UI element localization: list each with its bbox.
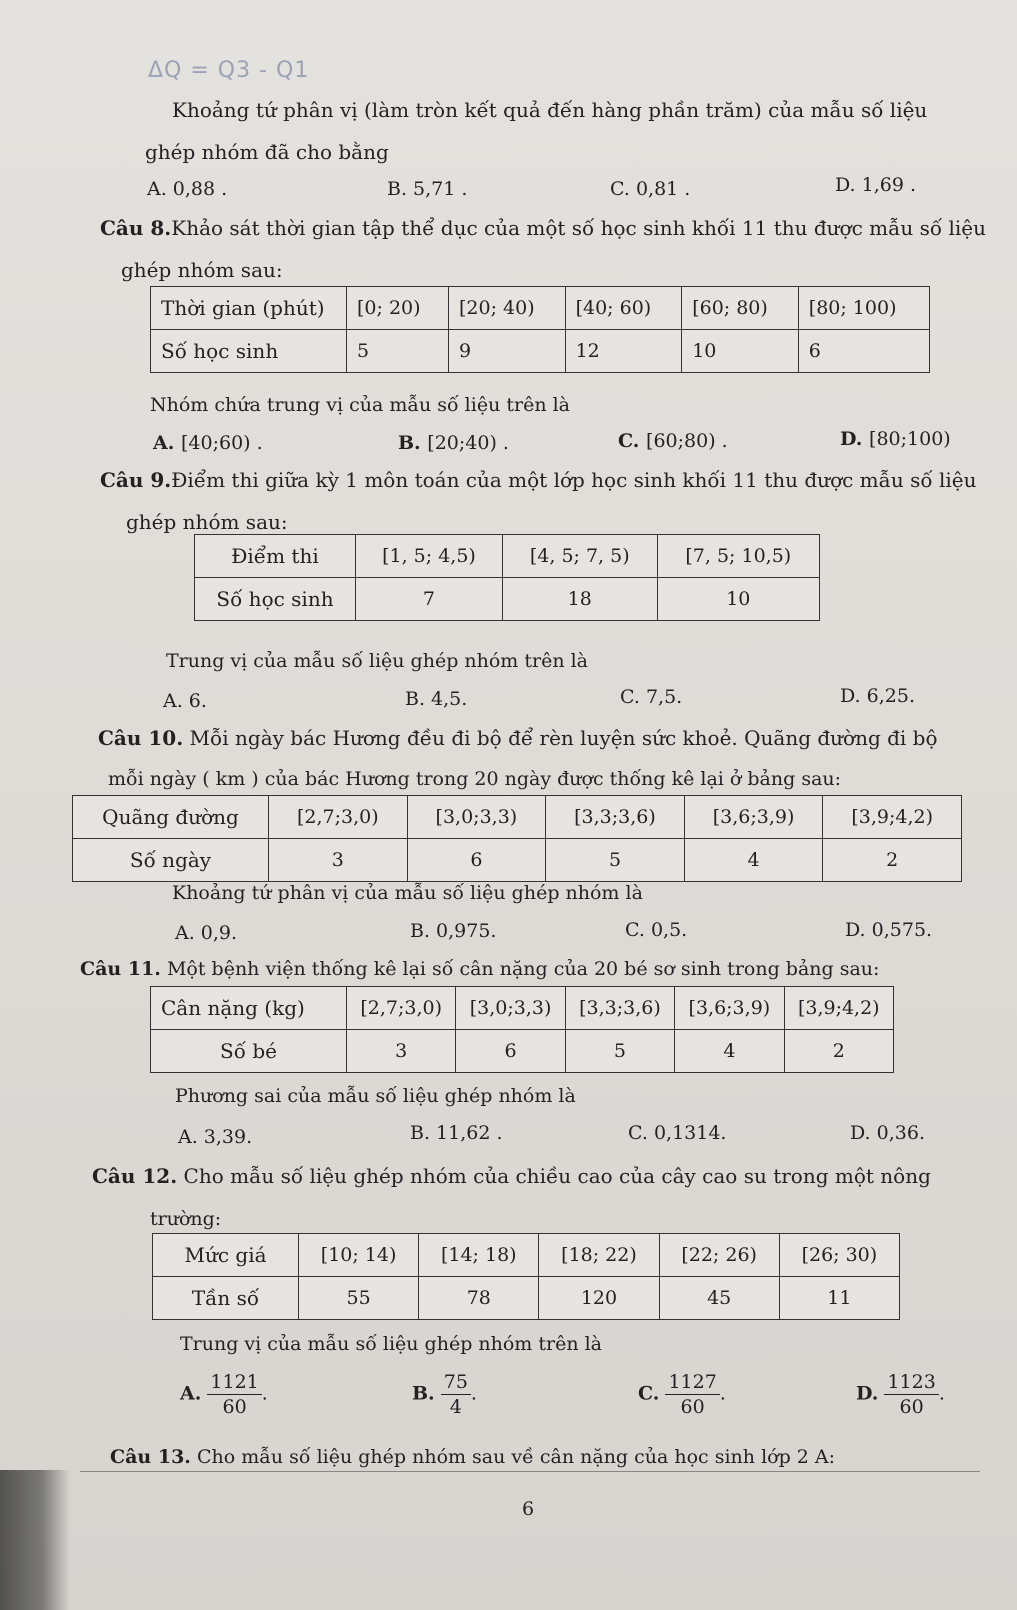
q9-option-c: C. 7,5. <box>620 686 683 708</box>
q12-label: Câu 12. <box>92 1164 178 1188</box>
table-row <box>153 1234 900 1277</box>
q10-option-b: B. 0,975. <box>410 920 497 942</box>
table-cell: 78 <box>419 1277 539 1320</box>
q9-line2: ghép nhóm sau: <box>126 510 288 534</box>
q11-option-c: C. 0,1314. <box>628 1122 727 1144</box>
intro-option-b: B. 5,71 . <box>387 178 468 200</box>
table-cell: Số ngày <box>73 839 269 882</box>
q10-option-a: A. 0,9. <box>175 922 238 944</box>
table-cell: 5 <box>546 839 685 882</box>
q8-line2: ghép nhóm sau: <box>121 258 283 282</box>
q10-option-c: C. 0,5. <box>625 919 688 941</box>
table-header-cell: [3,0;3,3) <box>456 987 565 1030</box>
page-shadow <box>0 1470 70 1610</box>
table-header-cell: [7, 5; 10,5) <box>657 535 819 578</box>
q9-text: Điểm thi giữa kỳ 1 môn toán của một lớp học sinh khối 11 thu được mẫu số liệu <box>171 468 977 492</box>
table-cell: Số học sinh <box>151 330 347 373</box>
table-header-cell: [3,6;3,9) <box>675 987 784 1030</box>
q8-option-c: C. [60;80) . <box>618 430 728 452</box>
q12-option-a: A. $\frac{1121}{60}$ . <box>180 1371 268 1418</box>
q11-text: Một bệnh viện thống kê lại số cân nặng của 20 bé sơ sinh trong bảng sau: <box>166 958 880 980</box>
table-row <box>73 839 962 882</box>
q13-line1 <box>110 1446 835 1468</box>
table-header-cell: [22; 26) <box>659 1234 779 1277</box>
table-cell: 55 <box>299 1277 419 1320</box>
table-header-cell: [3,3;3,6) <box>565 987 674 1030</box>
q9-label: Câu 9. <box>100 468 172 492</box>
table-cell: Số bé <box>151 1030 347 1073</box>
q13-label: Câu 13. <box>110 1446 191 1468</box>
fraction: $\frac{1123}{60}$ <box>884 1370 938 1419</box>
table-cell: 6 <box>407 839 546 882</box>
q12-option-c: C. $\frac{1127}{60}$ . <box>638 1371 726 1418</box>
table-cell: 12 <box>565 330 682 373</box>
q10-text: Mỗi ngày bác Hương đều đi bộ để rèn luyện sức khoẻ. Quãng đường đi bộ <box>189 726 938 750</box>
table-header-cell: [26; 30) <box>779 1234 899 1277</box>
q10-table <box>72 795 962 882</box>
table-header-cell: [3,9;4,2) <box>823 796 962 839</box>
q12-option-b: B. $\frac{75}{4}$ . <box>412 1371 477 1418</box>
table-header-cell: [0; 20) <box>347 287 449 330</box>
table-cell: 2 <box>823 839 962 882</box>
table-cell: 45 <box>659 1277 779 1320</box>
q12-table <box>152 1233 900 1320</box>
table-row <box>195 535 820 578</box>
q8-option-d: D. [80;100) <box>840 428 951 450</box>
table-header-cell: [18; 22) <box>539 1234 659 1277</box>
table-header-cell: [4, 5; 7, 5) <box>502 535 657 578</box>
q11-question: Phương sai của mẫu số liệu ghép nhóm là <box>175 1085 576 1107</box>
q12-option-d: D. $\frac{1123}{60}$ . <box>856 1371 945 1418</box>
table-cell: 3 <box>269 839 408 882</box>
table-row <box>151 1030 894 1073</box>
q8-option-a: A. [40;60) . <box>153 432 263 454</box>
table-cell: 10 <box>682 330 799 373</box>
q12-text: Cho mẫu số liệu ghép nhóm của chiều cao của cây cao su trong một nông <box>183 1164 931 1188</box>
table-header-cell: [1, 5; 4,5) <box>356 535 503 578</box>
table-cell: 18 <box>502 578 657 621</box>
table-cell: Số học sinh <box>195 578 356 621</box>
q10-label: Câu 10. <box>98 726 184 750</box>
table-header-cell: [40; 60) <box>565 287 682 330</box>
table-header-cell: [2,7;3,0) <box>269 796 408 839</box>
q8-text: Khảo sát thời gian tập thể dục của một số học sinh khối 11 thu được mẫu số liệu <box>171 216 986 240</box>
table-header-cell: [60; 80) <box>682 287 799 330</box>
table-cell: 4 <box>684 839 823 882</box>
q12-question: Trung vị của mẫu số liệu ghép nhóm trên là <box>180 1333 603 1355</box>
table-header-cell: Cân nặng (kg) <box>151 987 347 1030</box>
table-cell: 3 <box>347 1030 456 1073</box>
fraction: $\frac{1127}{60}$ <box>665 1370 719 1419</box>
intro-option-a: A. 0,88 . <box>147 178 228 200</box>
q11-table <box>150 986 894 1073</box>
table-row <box>151 987 894 1030</box>
table-row <box>151 330 930 373</box>
q11-line1 <box>80 958 879 980</box>
table-row <box>195 578 820 621</box>
table-cell: 5 <box>347 330 449 373</box>
table-header-cell: [2,7;3,0) <box>347 987 456 1030</box>
table-cell: 7 <box>356 578 503 621</box>
table-cell: 4 <box>675 1030 784 1073</box>
table-cell: 9 <box>449 330 566 373</box>
table-header-cell: [20; 40) <box>449 287 566 330</box>
fraction: $\frac{75}{4}$ <box>441 1370 471 1419</box>
table-cell: 6 <box>798 330 929 373</box>
q8-option-b: B. [20;40) . <box>398 432 509 454</box>
q11-option-b: B. 11,62 . <box>410 1122 503 1144</box>
table-row <box>153 1277 900 1320</box>
q9-table <box>194 534 820 621</box>
table-cell: 120 <box>539 1277 659 1320</box>
intro-option-c: C. 0,81 . <box>610 178 691 200</box>
table-header-cell: [3,9;4,2) <box>784 987 893 1030</box>
q8-table <box>150 286 930 373</box>
table-header-cell: [3,0;3,3) <box>407 796 546 839</box>
footer-divider <box>80 1471 980 1472</box>
q13-text: Cho mẫu số liệu ghép nhóm sau về cân nặng của học sinh lớp 2 A: <box>196 1446 836 1468</box>
q9-question: Trung vị của mẫu số liệu ghép nhóm trên là <box>166 650 589 672</box>
intro-option-d: D. 1,69 . <box>835 174 917 196</box>
table-row <box>151 287 930 330</box>
q10-option-d: D. 0,575. <box>845 919 933 941</box>
table-cell: 6 <box>456 1030 565 1073</box>
q11-label: Câu 11. <box>80 958 161 980</box>
q8-line1 <box>100 216 986 240</box>
intro-line2: ghép nhóm đã cho bằng <box>145 140 389 164</box>
table-cell: 10 <box>657 578 819 621</box>
table-header-cell: Quãng đường <box>73 796 269 839</box>
q10-question: Khoảng tứ phân vị của mẫu số liệu ghép nhóm là <box>172 882 643 904</box>
table-cell: 11 <box>779 1277 899 1320</box>
table-header-cell: [3,3;3,6) <box>546 796 685 839</box>
q10-line1 <box>98 726 938 750</box>
q9-option-a: A. 6. <box>163 690 207 712</box>
q11-option-a: A. 3,39. <box>178 1126 253 1148</box>
q12-line1 <box>92 1164 931 1188</box>
table-header-cell: Điểm thi <box>195 535 356 578</box>
table-header-cell: Thời gian (phút) <box>151 287 347 330</box>
q8-label: Câu 8. <box>100 216 172 240</box>
q9-option-d: D. 6,25. <box>840 685 915 707</box>
table-header-cell: [3,6;3,9) <box>684 796 823 839</box>
q11-option-d: D. 0,36. <box>850 1122 925 1144</box>
q9-line1 <box>100 468 977 492</box>
table-header-cell: [14; 18) <box>419 1234 539 1277</box>
table-row <box>73 796 962 839</box>
q12-line2: trường: <box>150 1208 222 1230</box>
fraction: $\frac{1121}{60}$ <box>207 1370 261 1419</box>
table-cell: Tần số <box>153 1277 299 1320</box>
q10-line2: mỗi ngày ( km ) của bác Hương trong 20 ngày được thống kê lại ở bảng sau: <box>108 768 842 790</box>
q9-option-b: B. 4,5. <box>405 688 468 710</box>
table-header-cell: [80; 100) <box>798 287 929 330</box>
intro-line1: Khoảng tứ phân vị (làm tròn kết quả đến hàng phần trăm) của mẫu số liệu <box>172 98 928 122</box>
page-number: 6 <box>522 1498 535 1520</box>
handwritten-note: ΔQ = Q3 - Q1 <box>148 58 310 83</box>
table-header-cell: [10; 14) <box>299 1234 419 1277</box>
q8-question: Nhóm chứa trung vị của mẫu số liệu trên là <box>150 394 570 416</box>
table-header-cell: Mức giá <box>153 1234 299 1277</box>
table-cell: 2 <box>784 1030 893 1073</box>
table-cell: 5 <box>565 1030 674 1073</box>
